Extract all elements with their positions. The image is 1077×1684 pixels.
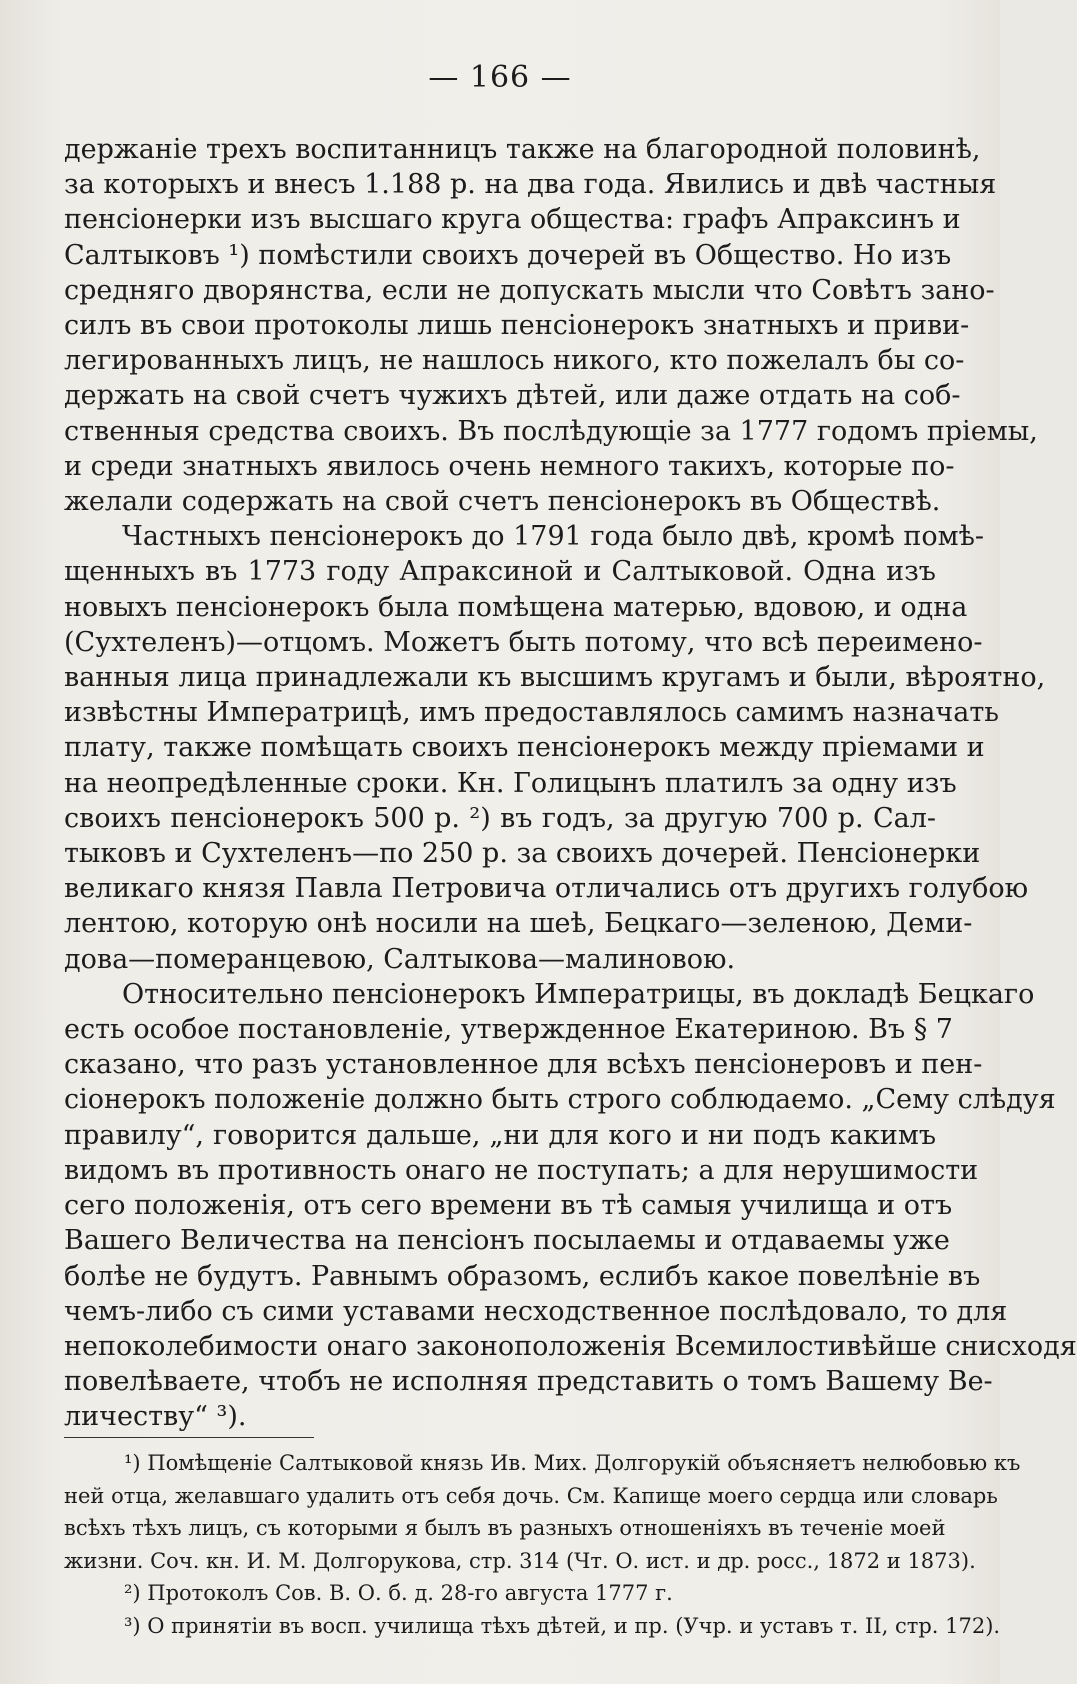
body-text	[64, 132, 1077, 1435]
footnote-line: жизни. Соч. кн. И. М. Долгорукова, стр. 314 (Чт. О. ист. и др. росс., 1872 и 1873).	[64, 1548, 976, 1573]
text-line: великаго князя Павла Петровича отличались отъ другихъ голубою	[64, 873, 1029, 905]
paragraph	[64, 519, 1046, 977]
text-line: есть особое постановленiе, утвержденное Екатериною. Въ § 7	[64, 1014, 953, 1046]
text-line: держанiе трехъ воспитанницъ также на благородной половинѣ,	[64, 134, 981, 165]
text-line: плату, также помѣщать своихъ пенсiонерокъ между прiемами и	[64, 732, 985, 764]
text-line: Вашего Величества на пенсiонъ посылаемы и отдаваемы уже	[64, 1225, 950, 1257]
text-line: держать на свой счетъ чужихъ дѣтей, или даже отдать на соб-	[64, 380, 961, 412]
text-line: ванныя лица принадлежали къ высшимъ кругамъ и были, вѣроятно,	[64, 662, 1046, 694]
text-line: правилу“, говорится дальше, „ни для кого и ни подъ какимъ	[64, 1119, 936, 1151]
text-line: легированныхъ лицъ, не нашлось никого, кто пожелалъ бы со-	[64, 345, 965, 377]
text-line: пенсiонерки изъ высшаго круга общества: графъ Апраксинъ и	[64, 204, 961, 236]
text-line: лентою, которую онѣ носили на шеѣ, Бецкаго—зеленою, Деми-	[64, 908, 973, 940]
text-line: ственныя средства своихъ. Въ послѣдующiе за 1777 годомъ прiемы,	[64, 415, 1038, 447]
text-line: сказано, что разъ установленное для всѣхъ пенсiонеровъ и пен-	[64, 1049, 983, 1081]
text-line: Частныхъ пенсiонерокъ до 1791 года было двѣ, кромѣ помѣ-	[122, 521, 985, 553]
text-line: дова—померанцевою, Салтыкова—малиновою.	[64, 943, 736, 975]
text-line: на неопредѣленные сроки. Кн. Голицынъ платилъ за одну изъ	[64, 767, 957, 799]
text-line: новыхъ пенсiонерокъ была помѣщена матерью, вдовою, и одна	[64, 591, 968, 623]
text-line: сiонерокъ положенiе должно быть строго соблюдаемо. „Сему слѣдуя	[64, 1084, 1056, 1116]
text-line: повелѣваете, чтобъ не исполняя представить о томъ Вашему Ве-	[64, 1366, 993, 1398]
text-line: Относительно пенсiонерокъ Императрицы, въ докладѣ Бецкаго	[122, 978, 1035, 1010]
footnote-line: ней отца, желавшаго удалить отъ себя дочь. См. Капище моего сердца или словарь	[64, 1483, 998, 1508]
text-line: за которыхъ и внесъ 1.188 р. на два года. Явились и двѣ частныя	[64, 169, 997, 201]
footnote-line: ²) Протоколъ Сов. В. О. б. д. 28-го августа 1777 г.	[124, 1581, 673, 1605]
text-line: болѣе не будутъ. Равнымъ образомъ, еслибъ какое повелѣнiе въ	[64, 1260, 981, 1292]
text-line: желали содержать на свой счетъ пенсiонерокъ въ Обществѣ.	[64, 486, 941, 518]
text-line: непоколебимости онаго законоположенiя Всемилостивѣйше снисходя	[64, 1330, 1077, 1362]
text-line: и среди знатныхъ явилось очень немного такихъ, которые по-	[64, 450, 955, 482]
text-line: извѣстны Императрицѣ, имъ предоставлялось самимъ назначать	[64, 697, 999, 729]
footnote-line: ¹) Помѣщенiе Салтыковой князь Ив. Мих. Долгорукiй объясняетъ нелюбовью къ	[124, 1451, 1021, 1475]
page-number: — 166 —	[428, 60, 572, 95]
text-line: тыковъ и Сухтеленъ—по 250 р. за своихъ дочерей. Пенсiонерки	[64, 838, 981, 870]
footnotes	[64, 1447, 1021, 1642]
footnote-line: ³) О принятiи въ восп. училища тѣхъ дѣтей, и пр. (Учр. и уставъ т. II, стр. 172).	[124, 1613, 1001, 1638]
text-line: своихъ пенсiонерокъ 500 р. ²) въ годъ, за другую 700 р. Сал-	[64, 802, 936, 834]
text-line: средняго дворянства, если не допускать мысли что Совѣтъ зано-	[64, 274, 995, 306]
text-line: видомъ въ противность онаго не поступать; а для нерушимости	[64, 1154, 979, 1186]
text-line: Салтыковъ ¹) помѣстили своихъ дочерей въ Общество. Но изъ	[64, 239, 952, 271]
text-line: силъ въ свои протоколы лишь пенсiонерокъ знатныхъ и приви-	[64, 310, 970, 342]
text-line: щенныхъ въ 1773 году Апраксиной и Салтыковой. Одна изъ	[64, 556, 936, 588]
footnote	[64, 1610, 1001, 1643]
text-line: сего положенiя, отъ сего времени въ тѣ самыя училища и отъ	[64, 1190, 953, 1222]
paragraph	[64, 132, 1038, 519]
text-line: чемъ-либо съ сими уставами несходственное послѣдовало, то для	[64, 1295, 1008, 1327]
text-line: (Сухтеленъ)—отцомъ. Можетъ быть потому, что всѣ переимено-	[64, 626, 983, 658]
footnote-separator	[64, 1437, 314, 1438]
footnote	[64, 1577, 936, 1610]
text-line: личеству“ ³).	[64, 1401, 247, 1433]
footnote	[64, 1447, 1021, 1577]
paragraph	[64, 977, 1077, 1435]
footnote-line: всѣхъ тѣхъ лицъ, съ которыми я былъ въ разныхъ отношенiяхъ въ теченiе моей	[64, 1516, 946, 1540]
